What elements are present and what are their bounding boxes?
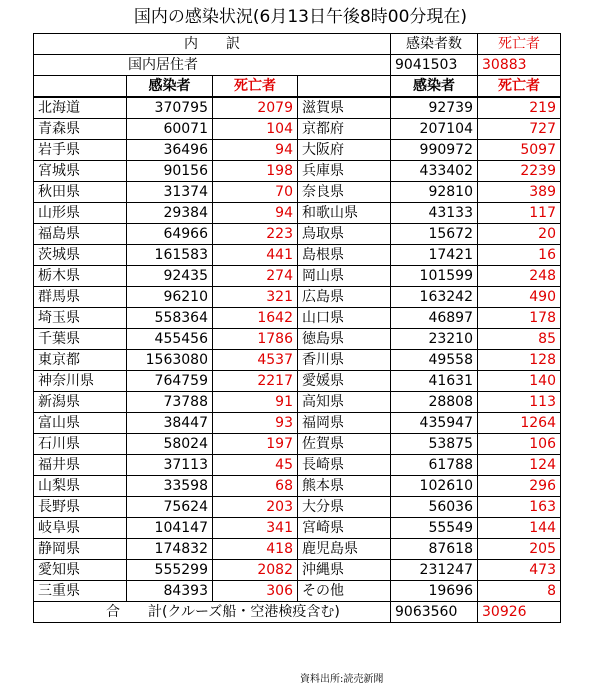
source-note: 資料出所:読売新聞: [300, 674, 384, 685]
prefecture-name: 滋賀県: [298, 97, 391, 119]
table-row: [34, 497, 561, 518]
death-count: 140: [478, 371, 561, 392]
page-title: 国内の感染状況(6月13日午後8時00分現在): [133, 7, 468, 27]
prefecture-name: 愛媛県: [298, 371, 391, 392]
infection-table: [33, 33, 561, 623]
prefecture-name: 石川県: [34, 434, 127, 455]
prefecture-name: 長野県: [34, 497, 127, 518]
breakdown-label: 内 訳: [34, 34, 391, 55]
table-row: [34, 182, 561, 203]
death-count: 274: [213, 266, 298, 287]
table-row: [34, 329, 561, 350]
table-row: [34, 392, 561, 413]
table-row: [34, 287, 561, 308]
death-count: 117: [478, 203, 561, 224]
death-count: 296: [478, 476, 561, 497]
death-count: 124: [478, 455, 561, 476]
table-row: [34, 203, 561, 224]
death-count: 389: [478, 182, 561, 203]
infected-count: 455456: [127, 329, 213, 350]
death-count: 418: [213, 539, 298, 560]
infected-count: 19696: [391, 581, 478, 602]
infected-count: 433402: [391, 161, 478, 182]
prefecture-name: その他: [298, 581, 391, 602]
death-count: 2079: [213, 97, 298, 119]
prefecture-name: 岐阜県: [34, 518, 127, 539]
table-row: [34, 371, 561, 392]
prefecture-name: 大分県: [298, 497, 391, 518]
death-count: 5097: [478, 140, 561, 161]
table-row: [34, 161, 561, 182]
infected-count: 31374: [127, 182, 213, 203]
domestic-deaths: 30883: [478, 55, 561, 76]
death-count: 8: [478, 581, 561, 602]
col-infected-left: 感染者: [127, 76, 213, 98]
table-row: [34, 539, 561, 560]
infected-count: 49558: [391, 350, 478, 371]
prefecture-name: 三重県: [34, 581, 127, 602]
table-row: [34, 581, 561, 602]
infected-count: 15672: [391, 224, 478, 245]
infected-count: 435947: [391, 413, 478, 434]
infected-count: 1563080: [127, 350, 213, 371]
col-infected-right: 感染者: [391, 76, 478, 98]
prefecture-name: 新潟県: [34, 392, 127, 413]
death-count: 104: [213, 119, 298, 140]
infected-count: 163242: [391, 287, 478, 308]
total-deaths: 30926: [478, 602, 561, 623]
prefecture-name: 埼玉県: [34, 308, 127, 329]
death-count: 2239: [478, 161, 561, 182]
table-row: [34, 97, 561, 119]
infected-total-label: 感染者数: [391, 34, 478, 55]
death-count: 198: [213, 161, 298, 182]
table-row: [34, 560, 561, 581]
prefecture-name: 東京都: [34, 350, 127, 371]
prefecture-name: 和歌山県: [298, 203, 391, 224]
infected-count: 207104: [391, 119, 478, 140]
prefecture-name: 秋田県: [34, 182, 127, 203]
infected-count: 23210: [391, 329, 478, 350]
death-count: 85: [478, 329, 561, 350]
infected-count: 46897: [391, 308, 478, 329]
infected-count: 990972: [391, 140, 478, 161]
table-row: [34, 350, 561, 371]
total-row: [34, 602, 561, 623]
infected-count: 84393: [127, 581, 213, 602]
domestic-row: [34, 55, 561, 76]
infected-count: 43133: [391, 203, 478, 224]
infected-count: 36496: [127, 140, 213, 161]
death-count: 93: [213, 413, 298, 434]
death-count: 306: [213, 581, 298, 602]
death-count: 2217: [213, 371, 298, 392]
death-count: 490: [478, 287, 561, 308]
infected-count: 61788: [391, 455, 478, 476]
prefecture-name: 山口県: [298, 308, 391, 329]
prefecture-name: 福島県: [34, 224, 127, 245]
death-count: 727: [478, 119, 561, 140]
infected-count: 58024: [127, 434, 213, 455]
death-count: 341: [213, 518, 298, 539]
table-row: [34, 224, 561, 245]
death-count: 91: [213, 392, 298, 413]
infected-count: 87618: [391, 539, 478, 560]
infected-count: 90156: [127, 161, 213, 182]
death-count: 68: [213, 476, 298, 497]
death-count: 1786: [213, 329, 298, 350]
death-count: 106: [478, 434, 561, 455]
table-row: [34, 308, 561, 329]
death-count: 223: [213, 224, 298, 245]
prefecture-name: 沖縄県: [298, 560, 391, 581]
death-count: 197: [213, 434, 298, 455]
infected-count: 60071: [127, 119, 213, 140]
infected-count: 161583: [127, 245, 213, 266]
prefecture-name: 兵庫県: [298, 161, 391, 182]
infected-count: 38447: [127, 413, 213, 434]
infected-count: 231247: [391, 560, 478, 581]
infected-count: 53875: [391, 434, 478, 455]
death-count: 1642: [213, 308, 298, 329]
header-row-breakdown: [34, 34, 561, 55]
prefecture-name: 熊本県: [298, 476, 391, 497]
death-count: 20: [478, 224, 561, 245]
infected-count: 75624: [127, 497, 213, 518]
prefecture-name: 徳島県: [298, 329, 391, 350]
death-count: 321: [213, 287, 298, 308]
death-count: 45: [213, 455, 298, 476]
table-row: [34, 413, 561, 434]
infected-count: 92435: [127, 266, 213, 287]
prefecture-name: 山梨県: [34, 476, 127, 497]
death-count: 178: [478, 308, 561, 329]
infected-count: 174832: [127, 539, 213, 560]
total-infected: 9063560: [391, 602, 478, 623]
prefecture-name: 宮城県: [34, 161, 127, 182]
prefecture-name: 島根県: [298, 245, 391, 266]
infected-count: 55549: [391, 518, 478, 539]
table-row: [34, 266, 561, 287]
death-count: 128: [478, 350, 561, 371]
prefecture-name: 香川県: [298, 350, 391, 371]
infected-count: 92739: [391, 97, 478, 119]
infected-count: 764759: [127, 371, 213, 392]
infected-count: 96210: [127, 287, 213, 308]
total-label: 合 計(クルーズ船・空港検疫含む): [34, 602, 391, 623]
prefecture-name: 高知県: [298, 392, 391, 413]
prefecture-name: 北海道: [34, 97, 127, 119]
death-count: 70: [213, 182, 298, 203]
prefecture-name: 茨城県: [34, 245, 127, 266]
death-count: 219: [478, 97, 561, 119]
prefecture-name: 静岡県: [34, 539, 127, 560]
prefecture-name: 鹿児島県: [298, 539, 391, 560]
prefecture-name: 大阪府: [298, 140, 391, 161]
column-header-row: [34, 76, 561, 98]
infected-count: 33598: [127, 476, 213, 497]
infected-count: 29384: [127, 203, 213, 224]
prefecture-name: 福井県: [34, 455, 127, 476]
infected-count: 102610: [391, 476, 478, 497]
deaths-total-label: 死亡者: [478, 34, 561, 55]
prefecture-name: 神奈川県: [34, 371, 127, 392]
death-count: 1264: [478, 413, 561, 434]
death-count: 94: [213, 203, 298, 224]
death-count: 113: [478, 392, 561, 413]
prefecture-name: 宮崎県: [298, 518, 391, 539]
infected-count: 28808: [391, 392, 478, 413]
prefecture-name: 栃木県: [34, 266, 127, 287]
table-row: [34, 434, 561, 455]
death-count: 441: [213, 245, 298, 266]
table-row: [34, 140, 561, 161]
prefecture-name: 山形県: [34, 203, 127, 224]
infected-count: 41631: [391, 371, 478, 392]
death-count: 205: [478, 539, 561, 560]
prefecture-name: 千葉県: [34, 329, 127, 350]
infected-count: 64966: [127, 224, 213, 245]
infected-count: 92810: [391, 182, 478, 203]
prefecture-name: 福岡県: [298, 413, 391, 434]
prefecture-name: 奈良県: [298, 182, 391, 203]
infected-count: 17421: [391, 245, 478, 266]
col-deaths-right: 死亡者: [478, 76, 561, 98]
prefecture-name: 京都府: [298, 119, 391, 140]
death-count: 16: [478, 245, 561, 266]
prefecture-name: 岡山県: [298, 266, 391, 287]
death-count: 163: [478, 497, 561, 518]
table-row: [34, 119, 561, 140]
death-count: 2082: [213, 560, 298, 581]
death-count: 473: [478, 560, 561, 581]
table-row: [34, 518, 561, 539]
infected-count: 101599: [391, 266, 478, 287]
prefecture-name: 長崎県: [298, 455, 391, 476]
infected-count: 555299: [127, 560, 213, 581]
prefecture-name: 群馬県: [34, 287, 127, 308]
domestic-infected: 9041503: [391, 55, 478, 76]
domestic-label: 国内居住者: [34, 55, 391, 76]
prefecture-name: 広島県: [298, 287, 391, 308]
col-deaths-left: 死亡者: [213, 76, 298, 98]
infected-count: 56036: [391, 497, 478, 518]
death-count: 203: [213, 497, 298, 518]
infected-count: 37113: [127, 455, 213, 476]
infected-count: 558364: [127, 308, 213, 329]
prefecture-name: 岩手県: [34, 140, 127, 161]
death-count: 248: [478, 266, 561, 287]
death-count: 4537: [213, 350, 298, 371]
prefecture-name: 佐賀県: [298, 434, 391, 455]
infected-count: 73788: [127, 392, 213, 413]
table-row: [34, 245, 561, 266]
prefecture-name: 富山県: [34, 413, 127, 434]
table-row: [34, 476, 561, 497]
death-count: 94: [213, 140, 298, 161]
prefecture-name: 愛知県: [34, 560, 127, 581]
prefecture-name: 鳥取県: [298, 224, 391, 245]
infected-count: 104147: [127, 518, 213, 539]
death-count: 144: [478, 518, 561, 539]
infected-count: 370795: [127, 97, 213, 119]
prefecture-name: 青森県: [34, 119, 127, 140]
table-row: [34, 455, 561, 476]
